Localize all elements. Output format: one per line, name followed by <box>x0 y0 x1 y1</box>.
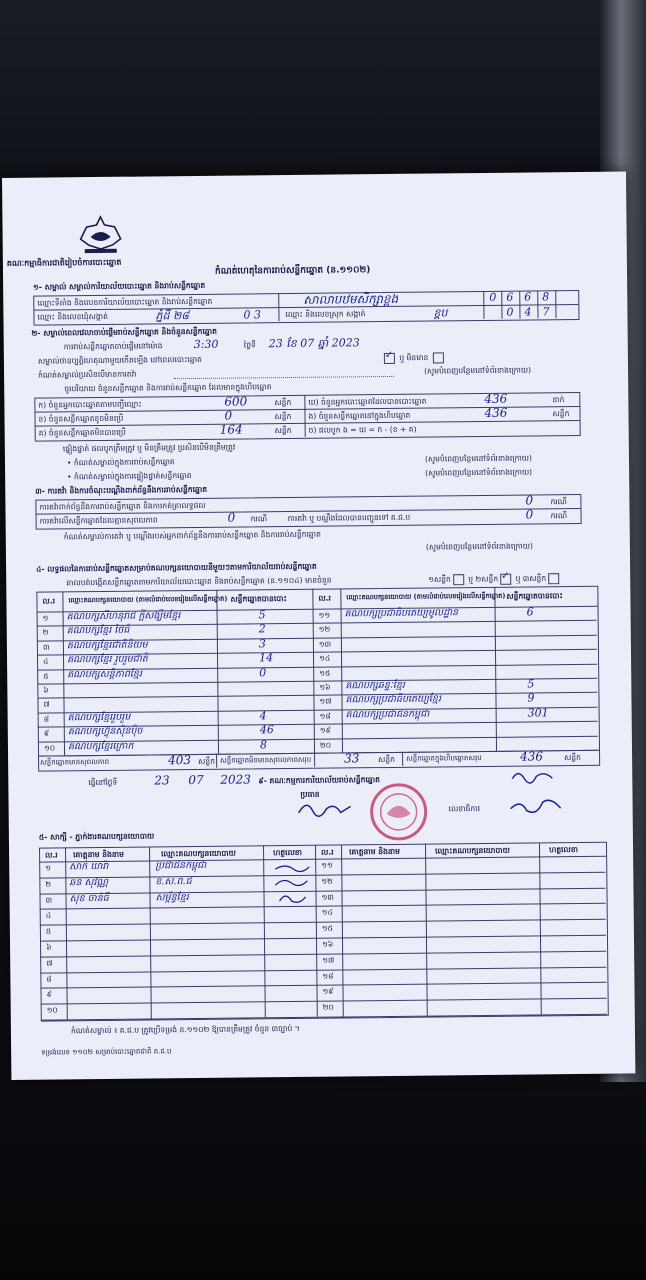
s2-row-d-value: 436 <box>484 391 508 406</box>
row-number: ១៧ <box>322 955 335 965</box>
section-4-title: ៤- លទ្ធផលនៃការរាប់សន្លឹកឆ្នោតសម្រាប់គណបក្សនយោបាយនីមួយៗតាមការិយាល័យរាប់សន្លឹកឆ្នោត <box>36 561 317 574</box>
sheet-count-2[interactable] <box>500 574 511 585</box>
witness-party: ខ.ស.ព.ជ <box>155 875 192 888</box>
row-number: ២ <box>42 627 49 637</box>
row-number: ២០ <box>319 740 332 750</box>
s2-check-line: ផ្ទៀងផ្ទាត់ ផលបូកត្រឹមត្រូវ ឬ មិនត្រឹមត្រូវ ប្រសិនបើមិនត្រឹមត្រូវ <box>62 442 236 454</box>
row-number: ១២ <box>321 876 333 886</box>
row-number: ៦ <box>46 942 52 952</box>
row-number: ៩ <box>46 989 52 999</box>
s1-row2-commune-label: ឈ្មោះ និងលេខស្រុក សង្កាត់ <box>285 309 366 320</box>
s2-line1: ការរាប់សន្លឹកឆ្នោតចាប់ផ្ដើមនៅម៉ោង <box>63 341 163 352</box>
valid-total: 403 <box>168 753 192 768</box>
s2-bullet-1: • កំណត់សម្គាល់ក្នុងការរាប់សន្លឹកឆ្នោត <box>66 457 175 468</box>
row-number: ១ <box>45 863 52 873</box>
s2-row-e-label: ង) ចំនួនសន្លឹកឆ្នោតនៅក្នុងហិបឆ្នោត <box>308 410 411 421</box>
vote-count: 9 <box>527 691 535 705</box>
row-number: ១៥ <box>319 668 331 678</box>
row-number: ៧ <box>46 958 53 968</box>
sheet-count-1[interactable] <box>453 574 464 585</box>
row-number: ១១ <box>321 860 333 870</box>
document-page: គណៈកម្មាធិការជាតិរៀបចំការបោះឆ្នោត កំណត់ហេតុនៃការរាប់សន្លឹកឆ្នោត (ន.១១០២) ១- សម្គាល់ សម្គាល់ការិយាល័យបោះឆ្នោត និងរាប់សន្លឹកឆ្នោត ឈ្មោះទីតាំង និងលេខការិយាល័យបោះឆ្នោត និងរាប់សន្លឹកឆ្នោត សាលាបឋមសិក្សាខ្ពង 0 6 6 8 ឈ្មោះ និងលេខឃុំសង្កាត់ ភ្នំដី ២៨ 0 3 ឈ្មោះ និងលេខស្រុក សង្កាត់ ខ្ពប 0 4 7 ២- សម្គាល់ពេលវេលាចាប់ផ្ដើមរាប់សន្លឹកឆ្នោត និងចំនួនសន្លឹកឆ្នោត ការរាប់សន្លឹកឆ្នោតចាប់ផ្ដើមនៅម៉ោង 3:30 ថ្ងៃទី 23 ខែ 07 ឆ្នាំ 2023 សម្គាល់ថាឧប្បត្តិហេតុណាមួយកើតឡើង នៅពេលបោះឆ្នោត ✓ ឬ មិនមាន កំណត់សម្គាល់ប្រសិនបើមានការតវ៉ា (សូមបំពេញបន្ថែមនៅទំព័រខាងក្រោយ) ចូរបរិយាយ ចំនួនសន្លឹកឆ្នោត និងការរាប់សន្លឹកឆ្នោត ដែលមានក្នុងហិបឆ្នោត ក) ចំនួនអ្នកបោះឆ្នោតតាមបញ្ជីឈ្មោះ 600 សន្លឹក ខ) ចំនួនសន្លឹកឆ្នោតខូចមិនប្រើ 0 សន្លឹក គ) ចំនួនសន្លឹកឆ្នោតមិនបានប្រើ 164 សន្លឹក ឃ) ចំនួនអ្នកបោះឆ្នោតដែលបានបោះឆ្នោត 436 នាក់ ង) ចំនួនសន្លឹកឆ្នោតនៅក្នុងហិបឆ្នោត 436 សន្លឹក ច) ផលបូក ង = ឃ = ក - (ខ + គ) ផ្ទៀងផ្ទាត់ ផលបូកត្រឹមត្រូវ ឬ មិនត្រឹមត្រូវ ប្រសិនបើមិនត្រឹមត្រូវ • កំណត់សម្គាល់ក្នុងការរាប់សន្លឹកឆ្នោត (សូមបំពេញបន្ថែមនៅទំព័រខាងក្រោយ) • កំណត់សម្គាល់ក្នុងការផ្ទៀងផ្ទាត់សន្លឹកឆ្នោត (សូមបំពេញបន្ថែមនៅទំព័រខាងក្រោយ) ៣- ការតវ៉ា និងការចំណុះបណ្ដឹងពាក់ព័ន្ធនឹងការរាប់សន្លឹកឆ្នោត ការតវ៉ាពាក់ព័ន្ធនឹងការរាប់សន្លឹកឆ្នោត និងការកត់ត្រាលទ្ធផល 0 ករណី ការតវ៉ាលើសន្លឹកឆ្នោតដែលគ្មានសុពលភាព 0 ករណី ការតវ៉ា ឬ បណ្ដឹងដែលបានបញ្ជូនទៅ គ.ជ.ប 0 ករណី កំណត់សម្គាល់ការតវ៉ា ឬ បណ្ដឹងរបស់អ្នកពាក់ព័ន្ធនឹងការរាប់សន្លឹកឆ្នោត និងការរាប់សន្លឹកឆ្នោត (សូមបំពេញបន្ថែមនៅទំព័រខាងក្រោយ) ៤- លទ្ធផលនៃការរាប់សន្លឹកឆ្នោតសម្រាប់គណបក្សនយោបាយនីមួយៗតាមការិយាល័យរាប់សន្លឹកឆ្នោត គាលបត់បង្កើតសន្លឹកឆ្នោតតាមការិយាល័យបោះឆ្នោត និងរាប់សន្លឹកឆ្នោត (ន.១១០៤) មានចំនួន ១សន្លឹក ឬ ២សន្លឹក✓ ឬ ៣សន្លឹក ល.រ ឈ្មោះគណបក្សនយោបាយ (តាមលំដាប់លេខរៀងលើសន្លឹកឆ្នោត) សន្លឹកឆ្នោតបានបោះ ល.រ ឈ្មោះគណបក្សនយោបាយ (តាមលំដាប់លេខរៀងលើសន្លឹកឆ្នោត) សន្លឹកឆ្នោតបានបោះ ១ គណបក្សសីហនុរាជ ក្ដីសង្ឃឹមខ្មែរ 5 ២ គណបក្សខ្មែរ ថៃធំ 2 ៣ គណបក្សខ្មែរជាតិនិយម 3 ៤ គណបក្សខ្មែរ រួបរួមជាតិ 14 ៥ គណបក្សសន្តិភាពខ្មែរ 0 ៦ ៧ ៨ គណបក្សខ្មែររួបរួម 4 ៩ គណបក្សហ៊្វុនស៊ិនប៉ិច 46 ១០ គណបក្សខ្មែរក្រោក 8 ១១ គណបក្សប្រជាធិបតេយ្យមូលដ្ឋាន 6 ១២ ១៣ ១៤ ១៥ ១៦ គណបក្សឆន្ទៈខ្មែរ 5 ១៧ គណបក្សប្រជាធិបតេយ្យខ្មែរ 9 ១៨ គណបក្សប្រជាជនកម្ពុជា 301 ១៩ ២០ សន្លឹកឆ្នោតមានសុពលភាព 403 សន្លឹក សន្លឹកឆ្នោតមិនមានសុពលភាពសរុប 33 សន្លឹក សន្លឹកឆ្នោតក្នុងហិបឆ្នោតសរុប 436 សន្លឹក ធ្វើនៅថ្ងៃទី 23 07 2023 ៩- គណៈកម្មការការិយាល័យរាប់សន្លឹកឆ្នោត ប្រធាន លេខាធិការ ៥- សាក្សី - ភ្នាក់ងារគណបក្សនយោបាយ ល.រ គោត្តនាម និងនាម ឈ្មោះគណបក្សនយោបាយ ហត្ថលេខា ល.រ គោត្តនាម និងនាម ឈ្មោះគណបក្សនយោបាយ ហត្ថលេខា ១ សាក់ ឃារ៉ា ប្រជាជនកម្ពុជា ២ ឆន សុវណ្ណ ខ.ស.ព.ជ ៣ សុខ ចាន់ធី សម្ព័ន្ធខ្មែរ ៤ ៥ ៦ ៧ ៨ ៩ ១០ ១១ ១២ ១៣ ១៤ ១៥ ១៦ ១៧ ១៨ ១៩ ២០ កំណត់សម្គាល់ ៖ គ.ជ.ប ត្រូវប្រើទម្រង់ ន.១១០២ ឱ្យបានត្រឹមត្រូវ ចំនួន ៣ច្បាប់ ។ ទម្រង់លេខ ១១០២ សម្រាប់បោះឆ្នោតជាតិ គ.ជ.ប <box>2 171 635 1079</box>
vote-count: 0 <box>259 665 267 679</box>
s2-row-f-label: ច) ផលបូក ង = ឃ = ក - (ខ + គ) <box>308 424 417 435</box>
witness-party: ប្រជាជនកម្ពុជា <box>155 859 207 872</box>
row-number: ១ <box>42 613 49 623</box>
vote-count: 6 <box>526 605 534 619</box>
s2-row-d-label: ឃ) ចំនួនអ្នកបោះឆ្នោតដែលបានបោះឆ្នោត <box>308 396 427 407</box>
s2-bullet-2: • កំណត់សម្គាល់ក្នុងការផ្ទៀងផ្ទាត់សន្លឹកឆ្នោត <box>67 471 192 482</box>
row-number: ៥ <box>43 671 49 681</box>
row-number: ២០ <box>322 1002 334 1012</box>
signature-top-right <box>508 766 558 787</box>
org-label: គណៈកម្មាធិការជាតិរៀបចំការបោះឆ្នោត <box>6 257 122 268</box>
section-2-title: ២- សម្គាល់ពេលវេលាចាប់ផ្ដើមរាប់សន្លឹកឆ្នោត និងចំនួនសន្លឹកឆ្នោត <box>31 326 217 338</box>
ballot-box-total: 436 <box>520 749 544 764</box>
row-number: ៤ <box>43 656 49 666</box>
witness-party: សម្ព័ន្ធខ្មែរ <box>155 891 189 904</box>
s1-row1-label: ឈ្មោះទីតាំង និងលេខការិយាល័យបោះឆ្នោត និងរាប់សន្លឹកឆ្នោត <box>37 296 213 308</box>
party-name: គណបក្សខ្មែរ រួបរួមជាតិ <box>66 653 148 666</box>
row-number: ២ <box>45 879 52 889</box>
row-number: ១០ <box>46 1005 58 1015</box>
s2-row-a-value: 600 <box>224 394 248 409</box>
party-name: គណបក្សខ្មែររួបរួម <box>67 711 131 724</box>
party-name: គណបក្សសន្តិភាពខ្មែរ <box>67 668 142 680</box>
witness-signatures <box>271 861 314 909</box>
s2-row-b-value: 0 <box>224 408 233 423</box>
row-number: ៣ <box>42 642 50 652</box>
row-number: ១៧ <box>319 696 332 707</box>
vote-count: 4 <box>259 709 267 723</box>
party-name: គណបក្សប្រជាធិបតេយ្យខ្មែរ <box>345 693 442 706</box>
party-name: គណបក្សប្រជាធិបតេយ្យមូលដ្ឋាន <box>344 607 459 620</box>
party-name: គណបក្សខ្មែរជាតិនិយម <box>66 639 148 652</box>
row-number: ៦ <box>43 685 49 695</box>
party-name: គណបក្សសីហនុរាជ ក្ដីសង្ឃឹមខ្មែរ <box>66 610 181 623</box>
row-number: ៥ <box>45 926 52 936</box>
row-number: ១០ <box>43 743 56 753</box>
witness-name: ឆន សុវណ្ណ <box>69 876 109 889</box>
vote-count: 2 <box>258 622 266 636</box>
signature-secretary <box>506 794 566 819</box>
s2-subtitle: ចូរបរិយាយ ចំនួនសន្លឹកឆ្នោត និងការរាប់សន្លឹកឆ្នោត ដែលមានក្នុងហិបឆ្នោត <box>64 382 272 394</box>
row-number: ១៩ <box>322 986 334 997</box>
party-name: គណបក្សហ៊្វុនស៊ិនប៉ិច <box>67 725 143 738</box>
row-number: ៩ <box>43 728 50 738</box>
s2-ref-suffix: (សូមបំពេញបន្ថែមនៅទំព័រខាងក្រោយ) <box>423 365 532 376</box>
vote-count: 46 <box>259 723 274 737</box>
row-number: ១៤ <box>321 907 333 918</box>
emblem-icon <box>74 215 126 258</box>
s1-row2-label: ឈ្មោះ និងលេខឃុំសង្កាត់ <box>37 311 108 322</box>
footer-code: ទម្រង់លេខ ១១០២ សម្រាប់បោះឆ្នោតជាតិ គ.ជ.ប <box>41 1047 172 1057</box>
witness-name: សាក់ ឃារ៉ា <box>69 860 109 873</box>
signature-president <box>294 796 354 821</box>
party-name: គណបក្សប្រជាជនកម្ពុជា <box>345 708 430 721</box>
row-number: ១៤ <box>319 653 331 663</box>
s2-line2: សម្គាល់ថាឧប្បត្តិហេតុណាមួយកើតឡើង នៅពេលបោះឆ្នោត <box>37 354 202 366</box>
invalid-total: 33 <box>344 751 360 766</box>
row-number: ១៩ <box>319 725 331 735</box>
row-number: ៨ <box>43 714 50 724</box>
row-number: ៣ <box>45 895 53 905</box>
row-number: ១៨ <box>319 711 331 721</box>
s2-row-c-value: 164 <box>219 422 243 437</box>
checkbox-yes[interactable] <box>384 353 395 364</box>
polling-station-name: សាលាបឋមសិក្សាខ្ពង <box>303 291 399 307</box>
row-number: ១៦ <box>321 939 334 949</box>
vote-count: 14 <box>258 651 274 665</box>
party-name: គណបក្សឆន្ទៈខ្មែរ <box>345 679 405 692</box>
section-5-title: ៥- សាក្សី - ភ្នាក់ងារគណបក្សនយោបាយ <box>38 831 155 842</box>
s2-row-c-label: គ) ចំនួនសន្លឹកឆ្នោតមិនបានប្រើ <box>38 427 126 438</box>
checkbox-no[interactable] <box>433 352 444 363</box>
footer-note: កំណត់សម្គាល់ ៖ គ.ជ.ប ត្រូវប្រើទម្រង់ ន.១១០២ ឱ្យបានត្រឹមត្រូវ ចំនួន ៣ច្បាប់ ។ <box>70 1023 300 1036</box>
row-number: ១៣ <box>318 639 332 649</box>
s2-row-e-value: 436 <box>484 405 508 420</box>
row-number: ៤ <box>45 910 52 920</box>
vote-count: 8 <box>259 737 268 751</box>
row-number: ៧ <box>43 699 50 709</box>
s2-date-label: ថ្ងៃទី <box>243 340 256 350</box>
section-3-title: ៣- ការតវ៉ា និងការចំណុះបណ្ដឹងពាក់ព័ន្ធនឹងការរាប់សន្លឹកឆ្នោត <box>35 484 208 496</box>
s2-note-label: កំណត់សម្គាល់ប្រសិនបើមានការតវ៉ា <box>38 369 137 380</box>
vote-count: 3 <box>258 637 266 651</box>
row-number: ១៥ <box>321 923 334 933</box>
row-number: ១៨ <box>322 971 334 981</box>
background-top <box>0 0 646 200</box>
official-seal <box>368 782 429 843</box>
s2-row-b-label: ខ) ចំនួនសន្លឹកឆ្នោតខូចមិនប្រើ <box>38 413 124 424</box>
row-number: ១៦ <box>319 682 331 692</box>
row-number: ១៣ <box>321 892 334 902</box>
party-name: គណបក្សខ្មែរ ថៃធំ <box>66 625 130 637</box>
row-number: ១១ <box>318 610 331 620</box>
row-number: ៨ <box>46 974 52 984</box>
background-bottom <box>0 1082 646 1280</box>
sheet-count-3[interactable] <box>548 573 559 584</box>
vote-count: 5 <box>527 677 535 691</box>
section-1-title: ១- សម្គាល់ សម្គាល់ការិយាល័យបោះឆ្នោត និងរាប់សន្លឹកឆ្នោត <box>33 280 206 292</box>
s2-row-a-label: ក) ចំនួនអ្នកបោះឆ្នោតតាមបញ្ជីឈ្មោះ <box>38 399 142 410</box>
witness-name: សុខ ចាន់ធី <box>69 892 109 904</box>
party-name: គណបក្សខ្មែរក្រោក <box>67 740 134 752</box>
vote-count: 5 <box>258 608 266 622</box>
page-title: កំណត់ហេតុនៃការរាប់សន្លឹកឆ្នោត (ន.១១០២) <box>214 265 371 277</box>
vote-count: 301 <box>527 706 549 720</box>
row-number: ១២ <box>318 624 331 635</box>
